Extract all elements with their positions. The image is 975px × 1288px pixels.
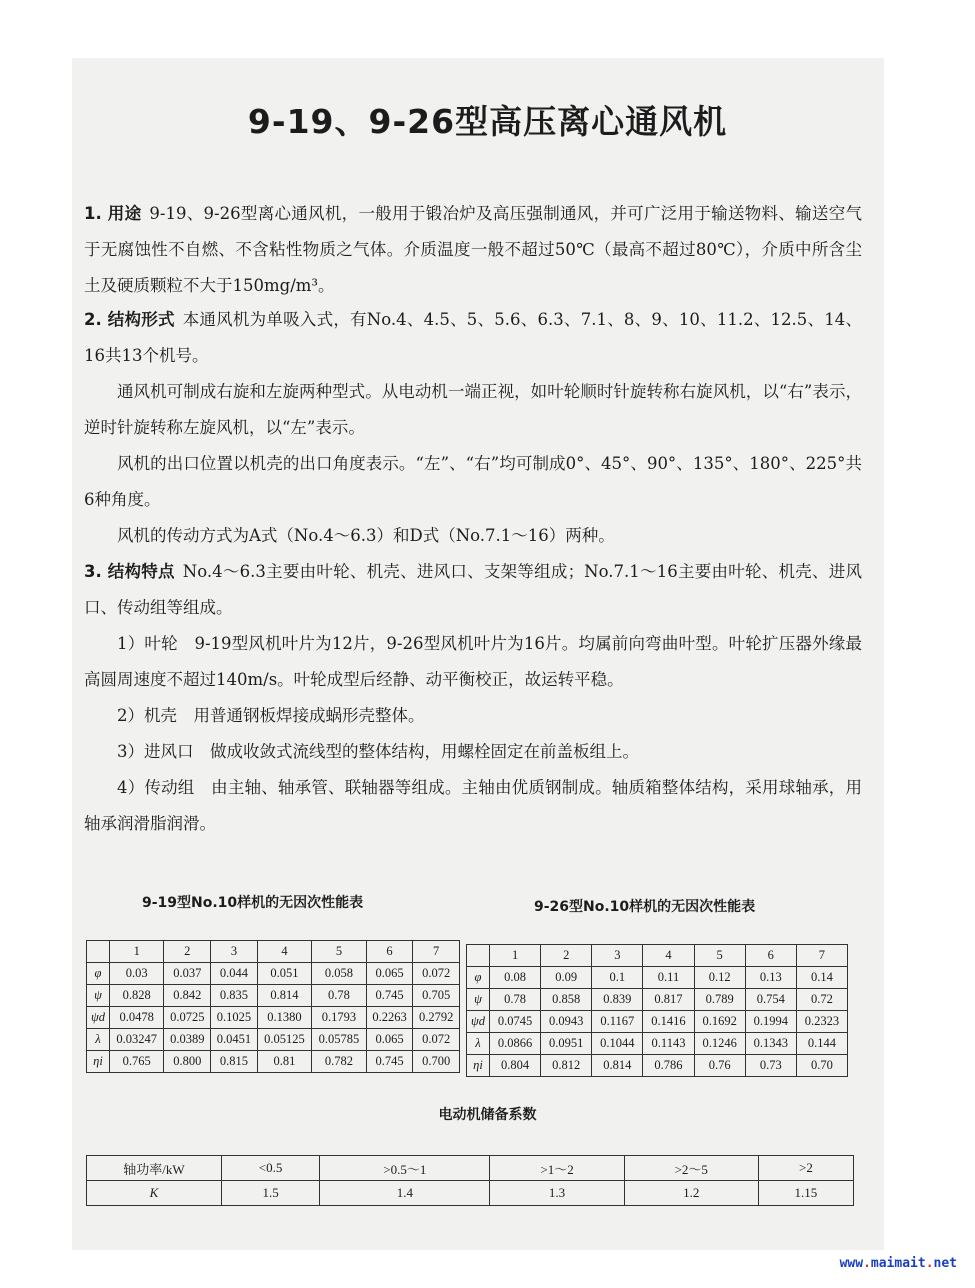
table-cell: 0.0745 [490,1011,541,1033]
table-cell: 0.13 [745,967,796,989]
table-cell: 0.1416 [643,1011,694,1033]
header-cell: 7 [796,945,847,967]
header-cell: 4 [257,941,311,963]
header-cell: 7 [413,941,460,963]
drive-paragraph: 风机的传动方式为A式（No.4～6.3）和D式（No.7.1～16）两种。 [117,526,615,545]
table-cell: 0.745 [366,1051,413,1073]
table-cell: 0.2792 [413,1007,460,1029]
table-cell: 0.0951 [541,1033,592,1055]
header-cell: 5 [312,941,366,963]
motor-reserve-title: 电动机储备系数 [438,1107,537,1123]
table-cell: 0.814 [592,1055,643,1077]
watermark-pre: www [839,1256,864,1271]
table-cell: 0.065 [366,1029,413,1051]
row-label: ψd [467,1011,490,1033]
inlet-paragraph: 3）进风口 做成收敛式流线型的整体结构，用螺栓固定在前盖板组上。 [117,742,639,761]
table-cell: 0.804 [490,1055,541,1077]
impeller-paragraph: 1）叶轮 9-19型风机叶片为12片，9-26型风机叶片为16片。均属前向弯曲叶型。叶轮扩压器外缘最高圆周速度不超过140m/s。叶轮成型后经静、动平衡校正，故运转平稳。 [84,634,862,689]
table-cell: 0.815 [211,1051,258,1073]
section-purpose-text: 9-19、9-26型离心通风机，一般用于锻冶炉及高压强制通风，并可广泛用于输送物料、输送空气于无腐蚀性不自燃、不含粘性物质之气体。介质温度一般不超过50℃（最高不超过80℃），介质中所含尘土及硬质颗粒不大于150mg/m³。 [84,204,863,295]
table-row [467,1055,848,1077]
header-cell: 2 [164,941,211,963]
table-cell: 0.0725 [164,1007,211,1029]
k-value-cell: 1.15 [758,1181,853,1206]
row-label: ψ [467,989,490,1011]
header-cell: 3 [592,945,643,967]
table-cell: 0.76 [694,1055,745,1077]
table-cell: 0.1994 [745,1011,796,1033]
table-header-row [467,945,848,967]
table-cell: 0.072 [413,1029,460,1051]
table-cell: 0.0866 [490,1033,541,1055]
table-cell: 0.842 [164,985,211,1007]
table-row [87,1007,460,1029]
table-cell: 0.037 [164,963,211,985]
table-cell: 0.09 [541,967,592,989]
row-label: ψd [87,1007,110,1029]
table-cell: 0.1143 [643,1033,694,1055]
k-value-cell: 1.2 [624,1181,758,1206]
header-cell: 1 [490,945,541,967]
table-cell: 0.2323 [796,1011,847,1033]
table-cell: 0.765 [110,1051,164,1073]
table-9-19-title: 9-19型No.10样机的无因次性能表 [142,895,364,911]
table-cell: 0.05785 [312,1029,366,1051]
table-cell: 0.03 [110,963,164,985]
table-cell: 0.789 [694,989,745,1011]
table-cell: 0.839 [592,989,643,1011]
table-row [87,985,460,1007]
rotation-paragraph: 通风机可制成右旋和左旋两种型式。从电动机一端正视，如叶轮顺时针旋转称右旋风机，以“右”表示，逆时针旋转称左旋风机，以“左”表示。 [84,382,862,437]
table-cell: 0.73 [745,1055,796,1077]
table-cell: 0.05125 [257,1029,311,1051]
row-label: ψ [87,985,110,1007]
power-range-cell: <0.5 [222,1156,320,1181]
watermark-post: net [933,1256,957,1271]
table-cell: 0.814 [257,985,311,1007]
table-row [467,967,848,989]
casing-paragraph: 2）机壳 用普通钢板焊接成蜗形壳整体。 [117,706,425,725]
performance-table-9-26 [466,944,848,1077]
section-purpose-heading: 1. 用途 [84,204,142,223]
table-cell: 0.828 [110,985,164,1007]
table-row [467,1011,848,1033]
table-cell: 0.051 [257,963,311,985]
transmission-paragraph: 4）传动组 由主轴、轴承管、联轴器等组成。主轴由优质钢制成。轴质箱整体结构，采用球轴承，用轴承润滑脂润滑。 [84,778,862,833]
table-corner-cell [467,945,490,967]
section-structure-text: 本通风机为单吸入式，有No.4、4.5、5、5.6、6.3、7.1、8、9、10、11.2、12.5、14、16共13个机号。 [84,310,862,365]
table-row [467,989,848,1011]
power-range-row [87,1156,854,1181]
table-corner-cell [87,941,110,963]
performance-table-9-19 [86,940,460,1073]
row-label: φ [87,963,110,985]
table-cell: 0.1025 [211,1007,258,1029]
section-purpose [84,196,862,304]
section-features-text: No.4～6.3主要由叶轮、机壳、进风口、支架等组成；No.7.1～16主要由叶轮、机壳、进风口、传动组等组成。 [84,562,862,617]
watermark-mid: maimait [870,1256,926,1271]
watermark: www.maimait.net [839,1256,957,1271]
power-range-cell: >2～5 [624,1156,758,1181]
table-cell: 0.1793 [312,1007,366,1029]
header-cell: 5 [694,945,745,967]
table-header-row [87,941,460,963]
section-structure-heading: 2. 结构形式 [84,310,175,329]
row-label: ηi [467,1055,490,1077]
header-cell: 6 [745,945,796,967]
table-9-26-title: 9-26型No.10样机的无因次性能表 [534,899,756,915]
header-cell: 3 [211,941,258,963]
table-cell: 0.08 [490,967,541,989]
table-cell: 0.058 [312,963,366,985]
power-range-cell: >0.5～1 [320,1156,490,1181]
table-cell: 0.072 [413,963,460,985]
table-cell: 0.2263 [366,1007,413,1029]
table-cell: 0.745 [366,985,413,1007]
row-label: φ [467,967,490,989]
power-range-cell: >2 [758,1156,853,1181]
table-cell: 0.11 [643,967,694,989]
motor-reserve-table [86,1155,854,1206]
table-cell: 0.044 [211,963,258,985]
table-cell: 0.1692 [694,1011,745,1033]
table-cell: 0.817 [643,989,694,1011]
table-cell: 0.1380 [257,1007,311,1029]
table-cell: 0.14 [796,967,847,989]
header-cell: 6 [366,941,413,963]
table-cell: 0.81 [257,1051,311,1073]
k-value-row [87,1181,854,1206]
row-label: ηi [87,1051,110,1073]
table-cell: 0.1044 [592,1033,643,1055]
table-cell: 0.1167 [592,1011,643,1033]
table-cell: 0.812 [541,1055,592,1077]
table-row [87,963,460,985]
table-cell: 0.144 [796,1033,847,1055]
table-cell: 0.1343 [745,1033,796,1055]
table-cell: 0.0943 [541,1011,592,1033]
section-structure [84,302,862,374]
table-row [467,1033,848,1055]
k-value-cell: 1.4 [320,1181,490,1206]
table-cell: 0.0451 [211,1029,258,1051]
section-features-heading: 3. 结构特点 [84,562,175,581]
power-label: 轴功率/kW [87,1156,222,1181]
table-cell: 0.754 [745,989,796,1011]
k-value-cell: 1.5 [222,1181,320,1206]
table-cell: 0.72 [796,989,847,1011]
table-cell: 0.12 [694,967,745,989]
row-label: λ [467,1033,490,1055]
table-cell: 0.03247 [110,1029,164,1051]
table-cell: 0.1246 [694,1033,745,1055]
header-cell: 4 [643,945,694,967]
section-features [84,554,862,626]
header-cell: 1 [110,941,164,963]
table-cell: 0.78 [312,985,366,1007]
table-cell: 0.835 [211,985,258,1007]
table-cell: 0.786 [643,1055,694,1077]
table-cell: 0.782 [312,1051,366,1073]
table-row [87,1051,460,1073]
table-cell: 0.70 [796,1055,847,1077]
table-cell: 0.065 [366,963,413,985]
k-label: K [87,1181,222,1206]
power-range-cell: >1～2 [490,1156,624,1181]
table-cell: 0.800 [164,1051,211,1073]
page-title: 9-19、9-26型高压离心通风机 [247,102,728,141]
row-label: λ [87,1029,110,1051]
table-cell: 0.0389 [164,1029,211,1051]
outlet-paragraph: 风机的出口位置以机壳的出口角度表示。“左”、“右”均可制成0°、45°、90°、135°、180°、225°共6种角度。 [84,454,862,509]
table-cell: 0.0478 [110,1007,164,1029]
table-cell: 0.858 [541,989,592,1011]
table-row [87,1029,460,1051]
table-cell: 0.1 [592,967,643,989]
table-cell: 0.700 [413,1051,460,1073]
table-cell: 0.78 [490,989,541,1011]
table-cell: 0.705 [413,985,460,1007]
header-cell: 2 [541,945,592,967]
k-value-cell: 1.3 [490,1181,624,1206]
